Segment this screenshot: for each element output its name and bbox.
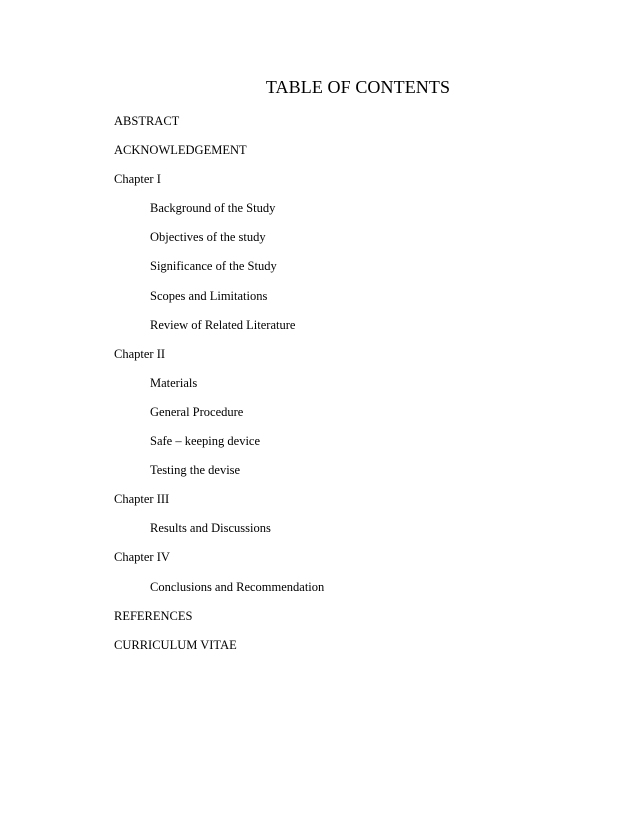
toc-entry-chapter-3: Chapter III — [114, 492, 170, 506]
toc-entry-chapter-2: Chapter II — [114, 347, 166, 361]
page-title: TABLE OF CONTENTS — [265, 77, 451, 97]
toc-entry-chapter-1: Chapter I — [114, 172, 161, 186]
toc-entry-scopes-and-limitations: Scopes and Limitations — [150, 289, 268, 303]
toc-entry-significance-of-the-study: Significance of the Study — [150, 259, 277, 273]
toc-entry-objectives-of-the-study: Objectives of the study — [150, 230, 266, 244]
toc-entry-chapter-4: Chapter IV — [114, 550, 170, 564]
toc-entry-safe-keeping-device: Safe – keeping device — [150, 434, 261, 448]
toc-entry-materials: Materials — [150, 376, 198, 390]
toc-entry-general-procedure: General Procedure — [150, 405, 244, 419]
toc-entry-background-of-the-study: Background of the Study — [150, 201, 276, 215]
toc-entry-references: REFERENCES — [114, 609, 193, 623]
toc-entry-testing-the-devise: Testing the devise — [150, 463, 241, 477]
toc-entry-curriculum-vitae: CURRICULUM VITAE — [114, 638, 237, 652]
toc-entry-abstract: ABSTRACT — [114, 114, 180, 128]
toc-entry-conclusions-and-recommendation: Conclusions and Recommendation — [150, 580, 325, 594]
toc-entry-review-of-related-literature: Review of Related Literature — [150, 318, 296, 332]
toc-entry-results-and-discussions: Results and Discussions — [150, 521, 271, 535]
toc-entry-acknowledgement: ACKNOWLEDGEMENT — [114, 143, 247, 157]
